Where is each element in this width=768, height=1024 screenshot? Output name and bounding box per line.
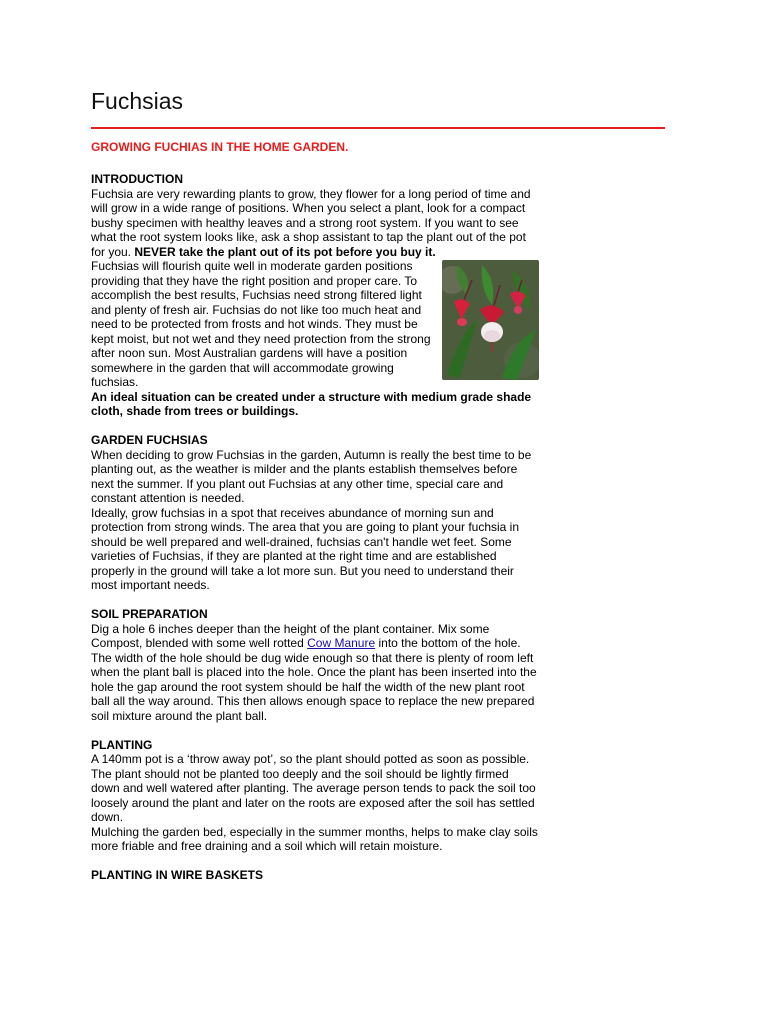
intro-warning: NEVER take the plant out of its pot before you buy it. — [134, 244, 436, 259]
garden-paragraph-2: Ideally, grow fuchsias in a spot that receives abundance of morning sun and protection from strong winds. The area that you are going to plant your fuchsia in should be well prepared and well-drained, fuchsias can't handle wet feet. Some varieties of Fuchsias, if they are planted at the right time and are established properly in the ground will take a lot more sun. But you need to understand their most important needs. — [91, 505, 520, 592]
soil-heading: SOIL PREPARATION — [91, 607, 208, 621]
planting-paragraph-2: Mulching the garden bed, especially in the summer months, helps to make clay soils more friable and free draining and a soil which will retain moisture. — [91, 824, 538, 853]
intro-paragraph-3 — [91, 390, 539, 419]
section-spacer — [91, 854, 539, 869]
section-spacer — [91, 723, 539, 738]
section-spacer — [91, 419, 539, 434]
intro-paragraph-1 — [91, 187, 539, 260]
section-spacer — [91, 593, 539, 608]
article-body — [91, 172, 539, 883]
subtitle: GROWING FUCHIAS IN THE HOME GARDEN. — [91, 140, 349, 154]
garden-paragraph-1: When deciding to grow Fuchsias in the garden, Autumn is really the best time to be planting out, as the weather is milder and the plants establish themselves before next the summer. If you plant out Fuchsias at any other time, special care and constant attention is needed. — [91, 447, 532, 505]
intro-paragraph-2: Fuchsias will flourish quite well in moderate garden positions providing that they have the right position and proper care. To accomplish the best results, Fuchsias need strong filtered light and plenty of fresh air. Fuchsias do not like too much heat and need to be protected from frosts and hot winds. They must be kept moist, but not wet and they need protection from the strong after noon sun. Most Australian gardens will have a position somewhere in the garden that will accommodate growing fuchsias. — [91, 259, 431, 389]
cow-manure-link[interactable]: Cow Manure — [307, 636, 376, 650]
intro-ideal-situation: An ideal situation can be created under a structure with medium grade shade cloth, shade from trees or buildings. — [91, 389, 532, 418]
fuchsia-flower-photo — [442, 260, 539, 380]
planting-heading: PLANTING — [91, 737, 153, 752]
garden-heading: GARDEN FUCHSIAS — [91, 433, 208, 447]
planting-paragraph-1: A 140mm pot is a ‘throw away pot’, so the plant should potted as soon as possible. The plant should not be planted too deeply and the soil should be lightly firmed down and well watered after planting. The average person tends to pack the soil too loosely around the plant and later on the roots are exposed after the soil has settled down. — [91, 752, 536, 824]
fuchsia-illustration — [442, 260, 539, 380]
wire-baskets-heading: PLANTING IN WIRE BASKETS — [91, 868, 264, 882]
soil-paragraph-2: The width of the hole should be dug wide enough so that there is plenty of room left when the plant ball is placed into the hole. Once the plant has been inserted into the hole the gap around the root system should be half the width of the new plant root ball all the way around. This then allows enough space to replace the new prepared soil mixture around the plant ball. — [91, 650, 537, 723]
soil-paragraph-1 — [91, 622, 539, 651]
soil-text-1: Dig a hole 6 inches deeper than the height of the plant container. Mix some Compost, blended with some well rotted — [91, 621, 490, 650]
title-divider — [91, 127, 665, 129]
intro-text: Fuchsia are very rewarding plants to grow, they flower for a long period of time and will grow in a wide range of positions. When you select a plant, look for a compact bushy specimen with healthy leaves and a strong root system. If you want to see what the root system looks like, ask a shop assistant to tap the plant out of the pot for you. — [91, 186, 531, 259]
soil-text-2: into the bottom of the hole. — [375, 636, 521, 650]
page-title: Fuchsias — [91, 88, 184, 114]
intro-heading: INTRODUCTION — [91, 172, 183, 186]
